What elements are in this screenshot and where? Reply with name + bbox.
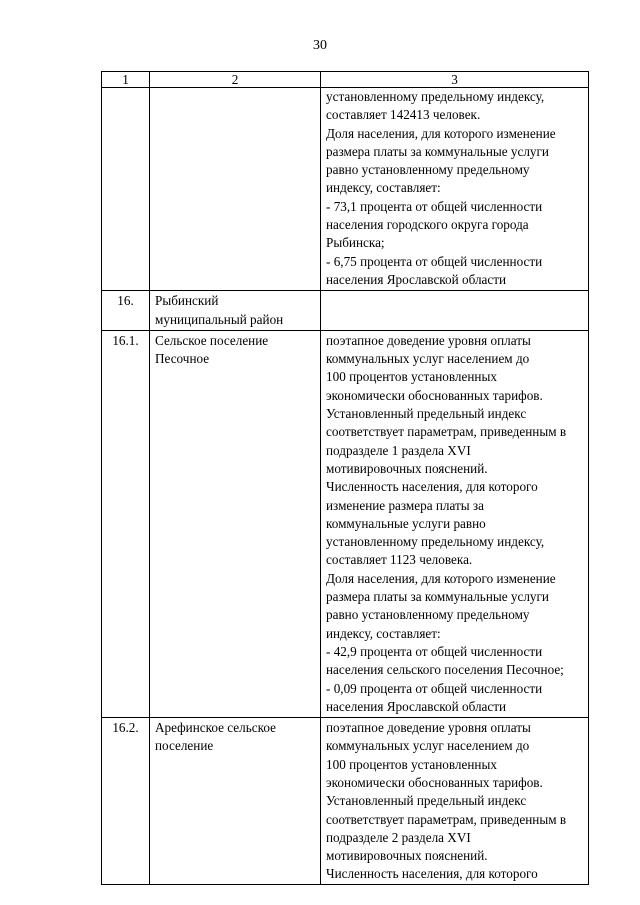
table-row xyxy=(102,88,589,291)
table-row xyxy=(102,291,589,331)
header-cell-col1: 1 xyxy=(102,72,150,88)
row-number-cell: 16.2. xyxy=(102,718,150,885)
row-name-cell: Сельское поселение Песочное xyxy=(150,330,321,717)
row-name-cell: Арефинское сельское поселение xyxy=(150,718,321,885)
row-text-cell: поэтапное доведение уровня оплаты коммунальных услуг населением до 100 процентов установленных экономически обоснованных тарифов. Установленный предельный индекс соответствует параметрам, приведенным в подразделе 2 раздела XVI мотивировочных пояснений. Численность населения, для которого xyxy=(321,718,589,885)
row-number-cell: 16.1. xyxy=(102,330,150,717)
header-cell-col3: 3 xyxy=(321,72,589,88)
row-number-cell: 16. xyxy=(102,291,150,331)
table-row xyxy=(102,330,589,717)
table-row xyxy=(102,718,589,885)
document-table xyxy=(101,71,589,885)
page-number: 30 xyxy=(313,38,327,53)
header-cell-col2: 2 xyxy=(150,72,321,88)
row-name-cell: Рыбинский муниципальный район xyxy=(150,291,321,331)
row-number-cell xyxy=(102,88,150,291)
table-header-row xyxy=(102,72,589,88)
row-text-cell: установленному предельному индексу, составляет 142413 человек. Доля населения, для которого изменение размера платы за коммунальные услуги равно установленному предельному индексу, составляет: - 73,1 процента от общей численности населения городского округа города Рыбинска; - 6,75 процента от общей численности населения Ярославской области xyxy=(321,88,589,291)
row-text-cell: поэтапное доведение уровня оплаты коммунальных услуг населением до 100 процентов установленных экономически обоснованных тарифов. Установленный предельный индекс соответствует параметрам, приведенным в подразделе 1 раздела XVI мотивировочных пояснений. Численность населения, для которого изменение размера платы за коммунальные услуги равно установленному предельному индексу, составляет 1123 человека. Доля населения, для которого изменение размера платы за коммунальные услуги равно установленному предельному индексу, составляет: - 42,9 процента от общей численности населения сельского поселения Песочное; - 0,09 процента от общей численности населения Ярославской области xyxy=(321,330,589,717)
row-text-cell xyxy=(321,291,589,331)
row-name-cell xyxy=(150,88,321,291)
